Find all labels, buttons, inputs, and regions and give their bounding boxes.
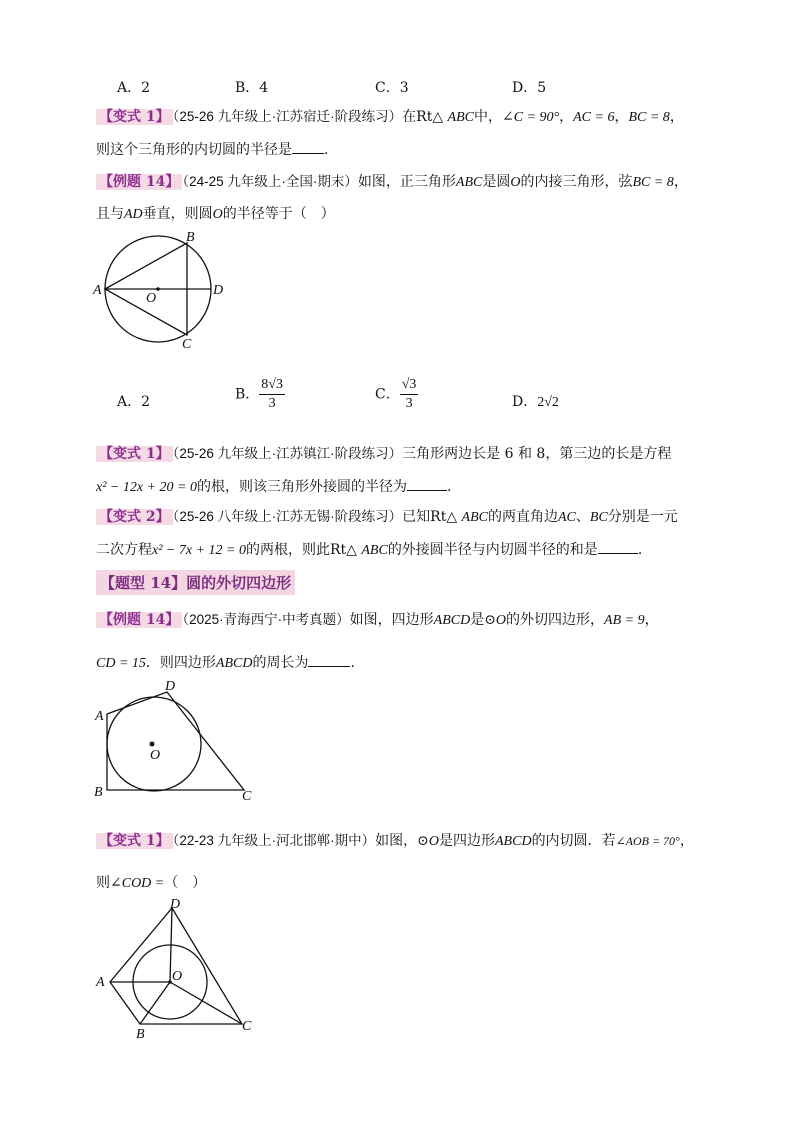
- problem-text: 的周长为: [252, 655, 309, 671]
- option-b: [235, 376, 285, 428]
- label-a: A: [96, 975, 105, 990]
- problem-text: 的两根，则此: [245, 542, 330, 558]
- label-o: O: [150, 748, 161, 763]
- angle-condition: ∠AOB = 70°: [615, 834, 680, 848]
- side-ac: AC = 6: [573, 110, 615, 125]
- problem-text: 是四边形: [439, 833, 495, 849]
- answer-blank[interactable]: [407, 476, 447, 491]
- variant-1c-problem: [96, 831, 694, 852]
- option-c: C．3: [375, 80, 409, 96]
- option-label: D．: [512, 394, 538, 410]
- section-title: 【题型 14】圆的外切四边形: [96, 570, 295, 595]
- problem-source: （24-25 九年级上·全国·期末）: [182, 174, 358, 189]
- separator: ，: [644, 612, 659, 628]
- problem-text: 如图，正三角形: [357, 174, 456, 190]
- circle-name: ⊙O: [484, 613, 507, 628]
- label-b: B: [94, 785, 103, 800]
- label-c: C: [242, 789, 252, 804]
- problem-text: 是圆: [482, 174, 511, 190]
- side-cd: CD = 15: [96, 656, 146, 671]
- quadrilateral-name: ABCD: [215, 656, 253, 671]
- triangle-name: ABC: [447, 110, 474, 125]
- label-c: C: [242, 1019, 252, 1034]
- variant-tag: 【变式 2】: [96, 509, 173, 525]
- circle-name: O: [510, 175, 521, 190]
- equation: x² − 7x + 12 = 0: [152, 543, 246, 558]
- problem-text: ．则四边形: [145, 655, 216, 671]
- label-d: D: [213, 283, 224, 298]
- problem-text: 则: [96, 875, 110, 891]
- option-label: C．: [375, 386, 400, 403]
- variant-1b-problem: [96, 444, 671, 464]
- problem-text: 的半径等于（ ）: [222, 206, 335, 222]
- center-point: [156, 287, 160, 291]
- problem-source: （22-23 九年级上·河北邯郸·期中）: [172, 833, 376, 848]
- separator: ，: [669, 109, 684, 125]
- chord-bc: BC = 8: [632, 175, 674, 190]
- denominator: 3: [268, 396, 276, 411]
- center-point: [150, 742, 155, 747]
- side-bc: BC: [589, 510, 608, 525]
- problem-text: 二次方程: [96, 542, 152, 558]
- example-14-problem: [96, 172, 688, 193]
- rt-triangle-symbol: Rt△: [416, 109, 444, 125]
- separator: 、: [575, 509, 590, 525]
- problem-text: 的内接三角形，弦: [520, 174, 633, 190]
- problem-text: 在: [402, 109, 417, 125]
- option-d: [512, 392, 559, 413]
- problem-text: 的根，则该三角形外接圆的半径为: [196, 479, 407, 495]
- denominator: 3: [405, 396, 413, 411]
- quadrilateral-name: ABCD: [495, 834, 532, 849]
- variant-1c-problem-line2: [96, 873, 206, 894]
- figure-inscribed-triangle: [90, 228, 240, 358]
- option-b: B．4: [235, 80, 269, 96]
- answer-blank[interactable]: [292, 139, 324, 154]
- angle-condition: ∠C = 90°: [502, 110, 560, 125]
- separator: ，: [559, 109, 574, 125]
- rt-triangle-symbol: Rt△: [329, 542, 357, 558]
- variant-1-problem-line2: [96, 139, 328, 160]
- label-d: D: [170, 897, 181, 912]
- label-o: O: [172, 969, 183, 984]
- example-tag: 【例题 14】: [96, 612, 182, 628]
- period: .: [446, 479, 452, 495]
- fraction: [259, 376, 285, 413]
- label-b: B: [136, 1027, 145, 1042]
- option-d: D．5: [512, 80, 547, 96]
- problem-text: 的外切四边形，: [506, 612, 605, 628]
- angle-cod: ∠COD =: [110, 876, 165, 891]
- problem-text: 的外接圆半径与内切圆半径的和是: [387, 542, 598, 558]
- variant-1b-problem-line2: [96, 476, 451, 498]
- numerator: 8√3: [259, 376, 285, 395]
- example-tag: 【例题 14】: [96, 174, 182, 190]
- answer-blank[interactable]: [308, 652, 350, 667]
- problem-text: 垂直，则圆: [142, 206, 213, 222]
- variant-2-problem: [96, 507, 678, 528]
- figure-tangential-quadrilateral: [92, 676, 262, 806]
- option-c: [375, 376, 418, 428]
- problem-text: 中，: [474, 109, 502, 125]
- label-d: D: [165, 679, 176, 694]
- problem-text: （ ）: [164, 875, 207, 891]
- label-b: B: [186, 230, 195, 245]
- problem-text: 则这个三角形的内切圆的半径是: [96, 142, 292, 158]
- problem-text: 的两直角边: [488, 509, 558, 525]
- example-14-problem-line2: [96, 204, 335, 225]
- example-14b-problem-line2: [96, 652, 355, 674]
- period: .: [637, 542, 643, 558]
- triangle-name: ABC: [361, 543, 388, 558]
- problem-text: 如图，: [375, 833, 418, 849]
- label-a: A: [93, 283, 102, 298]
- side-ac: AC: [558, 510, 576, 525]
- label-o: O: [146, 291, 157, 306]
- option-label: B．: [235, 386, 260, 403]
- side-ab: AB = 9: [604, 613, 645, 628]
- problem-text: 如图，四边形: [349, 612, 434, 628]
- quadrilateral-abcd: [110, 908, 242, 1024]
- problem-source: （25-26 九年级上·江苏镇江·阶段练习）: [172, 446, 403, 461]
- example-14b-problem: [96, 610, 659, 631]
- triangle-name: ABC: [455, 175, 483, 190]
- circle-name: ⊙O: [417, 834, 439, 849]
- separator: ，: [673, 174, 688, 190]
- circle-name: O: [212, 207, 223, 222]
- segment-ob: [140, 982, 170, 1024]
- period: .: [350, 655, 355, 671]
- problem-text: 是: [470, 612, 485, 628]
- numerator: √3: [400, 376, 419, 395]
- segment-ad: AD: [124, 207, 143, 222]
- variant-2-problem-line2: [96, 539, 642, 561]
- triangle-name: ABC: [461, 510, 488, 525]
- problem-text: 的内切圆．若: [531, 833, 616, 849]
- period: .: [324, 142, 329, 158]
- option-a: A．2: [117, 80, 151, 96]
- label-a: A: [95, 709, 104, 724]
- figure-quadrilateral-incircle: [92, 896, 272, 1041]
- variant-1-problem: [96, 107, 684, 128]
- separator: ，: [679, 833, 694, 849]
- label-c: C: [182, 337, 192, 352]
- answer-blank[interactable]: [598, 539, 638, 554]
- side-bc: BC = 8: [628, 110, 670, 125]
- problem-text: 分别是一元: [607, 509, 678, 525]
- problem-source: （25-26 八年级上·江苏无锡·阶段练习）: [172, 509, 403, 524]
- rt-triangle-symbol: Rt△: [430, 509, 458, 525]
- variant-tag: 【变式 1】: [96, 446, 173, 462]
- option-a: A．2: [117, 394, 151, 410]
- problem-text: 已知: [402, 509, 431, 525]
- problem-source: （2025·青海西宁·中考真题）: [182, 612, 350, 627]
- quadrilateral-name: ABCD: [433, 613, 471, 628]
- option-value: 2√2: [537, 395, 559, 410]
- variant-tag: 【变式 1】: [96, 833, 173, 849]
- variant-tag: 【变式 1】: [96, 109, 173, 125]
- problem-source: （25-26 九年级上·江苏宿迁·阶段练习）: [172, 109, 403, 124]
- equation: x² − 12x + 20 = 0: [96, 480, 197, 495]
- separator: ，: [614, 109, 629, 125]
- quadrilateral-abcd: [107, 692, 244, 790]
- problem-text: 且与: [96, 206, 124, 222]
- fraction: [400, 376, 419, 413]
- problem-text: 三角形两边长是 6 和 8，第三边的长是方程: [402, 446, 672, 462]
